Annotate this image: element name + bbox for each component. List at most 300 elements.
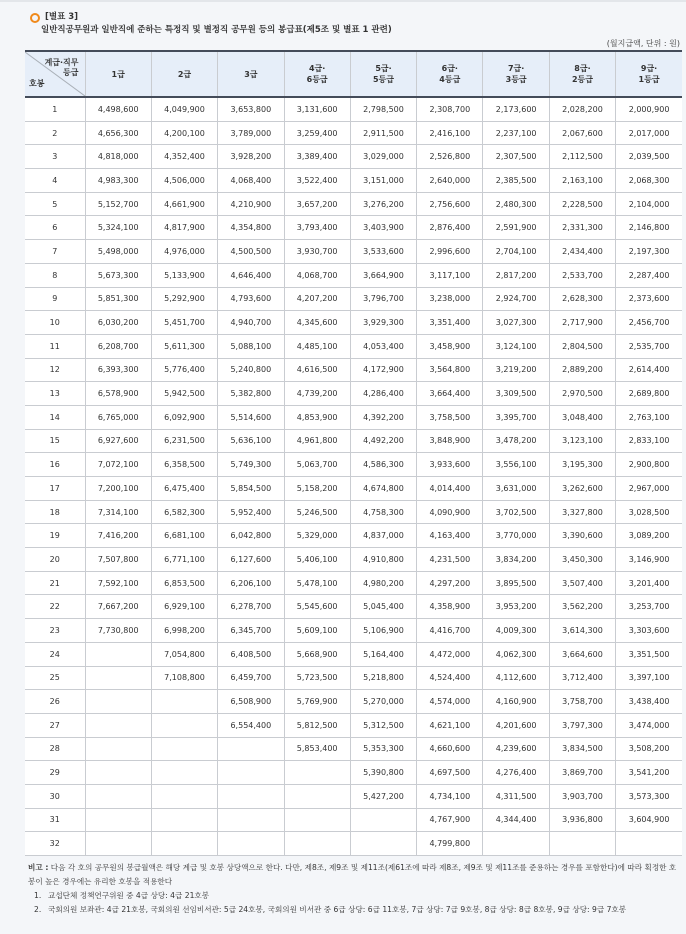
column-header xyxy=(85,51,151,97)
salary-cell: 2,804,500 xyxy=(549,334,615,358)
salary-cell xyxy=(85,690,151,714)
salary-cell: 2,000,900 xyxy=(616,97,682,121)
salary-cell: 3,903,700 xyxy=(549,784,615,808)
salary-cell: 5,427,200 xyxy=(350,784,416,808)
salary-cell: 6,092,900 xyxy=(151,405,217,429)
salary-cell: 4,660,600 xyxy=(417,737,483,761)
salary-cell xyxy=(284,761,350,785)
salary-cell: 2,028,200 xyxy=(549,97,615,121)
salary-cell: 3,131,600 xyxy=(284,97,350,121)
salary-cell: 4,160,900 xyxy=(483,690,549,714)
salary-cell: 5,451,700 xyxy=(151,311,217,335)
salary-cell xyxy=(151,808,217,832)
table-row xyxy=(25,405,682,429)
salary-cell: 2,798,500 xyxy=(350,97,416,121)
salary-cell: 4,112,600 xyxy=(483,666,549,690)
salary-cell: 2,967,000 xyxy=(616,477,682,501)
salary-cell: 7,108,800 xyxy=(151,666,217,690)
salary-cell: 4,297,200 xyxy=(417,571,483,595)
salary-cell: 5,088,100 xyxy=(218,334,284,358)
table-row xyxy=(25,524,682,548)
table-row xyxy=(25,500,682,524)
salary-cell: 3,262,600 xyxy=(549,477,615,501)
step-cell: 21 xyxy=(25,571,85,595)
salary-cell xyxy=(284,808,350,832)
salary-cell xyxy=(151,761,217,785)
salary-cell: 7,072,100 xyxy=(85,453,151,477)
salary-cell: 2,900,800 xyxy=(616,453,682,477)
salary-cell: 2,970,500 xyxy=(549,382,615,406)
salary-cell: 4,068,700 xyxy=(284,263,350,287)
salary-cell: 4,739,200 xyxy=(284,382,350,406)
salary-cell: 2,756,600 xyxy=(417,192,483,216)
step-cell: 32 xyxy=(25,832,85,856)
salary-cell: 3,259,400 xyxy=(284,121,350,145)
salary-cell: 6,358,500 xyxy=(151,453,217,477)
salary-cell: 6,771,100 xyxy=(151,548,217,572)
salary-cell xyxy=(151,737,217,761)
table-row xyxy=(25,808,682,832)
salary-cell: 2,924,700 xyxy=(483,287,549,311)
salary-cell: 5,045,400 xyxy=(350,595,416,619)
salary-cell: 5,063,700 xyxy=(284,453,350,477)
salary-cell: 2,173,600 xyxy=(483,97,549,121)
salary-cell: 2,434,400 xyxy=(549,240,615,264)
salary-cell xyxy=(85,761,151,785)
salary-cell: 3,089,200 xyxy=(616,524,682,548)
salary-cell: 3,573,300 xyxy=(616,784,682,808)
salary-cell: 3,351,500 xyxy=(616,642,682,666)
salary-cell: 2,331,300 xyxy=(549,216,615,240)
salary-cell xyxy=(151,784,217,808)
salary-cell: 6,206,100 xyxy=(218,571,284,595)
remarks-item-text: 국회의원 보좌관: 4급 21호봉, 국회의원 선임비서관: 5급 24호봉, 국회의원 비서관 중 6급 상당: 6급 11호봉, 7급 상당: 7급 9호봉, 8급 상당: 8급 8호봉, 9급 상당: 9급 7호봉 xyxy=(48,905,627,914)
salary-cell: 3,562,200 xyxy=(549,595,615,619)
salary-cell: 4,210,900 xyxy=(218,192,284,216)
salary-cell: 3,702,500 xyxy=(483,500,549,524)
salary-cell: 7,416,200 xyxy=(85,524,151,548)
table-row xyxy=(25,571,682,595)
salary-cell: 3,664,600 xyxy=(549,642,615,666)
salary-cell: 2,373,600 xyxy=(616,287,682,311)
salary-cell: 2,535,700 xyxy=(616,334,682,358)
salary-cell: 7,667,200 xyxy=(85,595,151,619)
salary-cell: 6,393,300 xyxy=(85,358,151,382)
step-cell: 11 xyxy=(25,334,85,358)
corner-header xyxy=(25,51,85,97)
salary-cell: 2,717,900 xyxy=(549,311,615,335)
salary-cell: 4,485,100 xyxy=(284,334,350,358)
salary-cell: 4,506,000 xyxy=(151,169,217,193)
table-title: 일반직공무원과 일반직에 준하는 특정직 및 별정직 공무원 등의 봉급표(제5조 및 별표 1 관련) xyxy=(41,25,392,35)
salary-cell: 2,533,700 xyxy=(549,263,615,287)
salary-cell: 5,498,000 xyxy=(85,240,151,264)
salary-cell: 2,146,800 xyxy=(616,216,682,240)
column-header-line1: 7급· xyxy=(507,64,525,73)
salary-cell: 6,582,300 xyxy=(151,500,217,524)
salary-cell: 4,661,900 xyxy=(151,192,217,216)
salary-cell: 2,237,100 xyxy=(483,121,549,145)
salary-cell: 2,996,600 xyxy=(417,240,483,264)
salary-cell: 2,017,000 xyxy=(616,121,682,145)
salary-cell: 3,474,000 xyxy=(616,713,682,737)
table-row xyxy=(25,713,682,737)
table-row xyxy=(25,690,682,714)
salary-cell: 2,416,100 xyxy=(417,121,483,145)
salary-cell: 4,976,000 xyxy=(151,240,217,264)
column-header xyxy=(549,51,615,97)
remarks-main xyxy=(28,861,678,889)
salary-cell: 7,507,800 xyxy=(85,548,151,572)
salary-cell: 2,911,500 xyxy=(350,121,416,145)
salary-cell xyxy=(218,832,284,856)
salary-cell: 3,029,000 xyxy=(350,145,416,169)
column-header-line2: 3등급 xyxy=(505,75,527,84)
salary-cell: 3,507,400 xyxy=(549,571,615,595)
salary-cell: 5,240,800 xyxy=(218,358,284,382)
salary-cell: 4,524,400 xyxy=(417,666,483,690)
salary-cell: 5,749,300 xyxy=(218,453,284,477)
salary-cell: 3,848,900 xyxy=(417,429,483,453)
salary-cell: 3,758,500 xyxy=(417,405,483,429)
table-row xyxy=(25,145,682,169)
salary-cell: 4,817,900 xyxy=(151,216,217,240)
salary-cell: 4,472,000 xyxy=(417,642,483,666)
column-header-line1: 3급 xyxy=(244,69,258,79)
appendix-label: [별표 3] xyxy=(45,12,79,22)
salary-cell xyxy=(284,784,350,808)
step-cell: 17 xyxy=(25,477,85,501)
salary-cell: 4,656,300 xyxy=(85,121,151,145)
salary-cell: 5,106,900 xyxy=(350,619,416,643)
salary-cell: 4,009,300 xyxy=(483,619,549,643)
salary-cell: 4,276,400 xyxy=(483,761,549,785)
salary-table xyxy=(25,50,682,856)
salary-cell: 4,201,600 xyxy=(483,713,549,737)
salary-cell: 2,526,800 xyxy=(417,145,483,169)
salary-cell: 4,311,500 xyxy=(483,784,549,808)
salary-cell: 4,961,800 xyxy=(284,429,350,453)
table-row xyxy=(25,619,682,643)
corner-grade-line2: 등급 xyxy=(63,68,79,77)
column-header-line2: 4등급 xyxy=(439,75,461,84)
step-cell: 20 xyxy=(25,548,85,572)
table-row xyxy=(25,453,682,477)
salary-cell: 5,851,300 xyxy=(85,287,151,311)
column-header-line2: 5등급 xyxy=(372,75,394,84)
salary-cell: 3,123,100 xyxy=(549,429,615,453)
table-row xyxy=(25,216,682,240)
salary-cell: 3,028,500 xyxy=(616,500,682,524)
salary-cell: 4,940,700 xyxy=(218,311,284,335)
salary-cell: 4,586,300 xyxy=(350,453,416,477)
salary-cell: 3,653,800 xyxy=(218,97,284,121)
salary-cell: 3,770,000 xyxy=(483,524,549,548)
salary-cell: 4,621,100 xyxy=(417,713,483,737)
salary-cell: 6,030,200 xyxy=(85,311,151,335)
salary-cell xyxy=(85,737,151,761)
salary-cell: 2,287,400 xyxy=(616,263,682,287)
salary-cell xyxy=(151,690,217,714)
salary-cell xyxy=(85,784,151,808)
salary-cell: 2,640,000 xyxy=(417,169,483,193)
salary-cell: 6,853,500 xyxy=(151,571,217,595)
salary-cell: 4,983,300 xyxy=(85,169,151,193)
table-row xyxy=(25,832,682,856)
salary-cell: 3,796,700 xyxy=(350,287,416,311)
top-divider xyxy=(0,0,686,2)
salary-cell: 4,172,900 xyxy=(350,358,416,382)
salary-cell: 3,556,100 xyxy=(483,453,549,477)
salary-cell: 3,631,000 xyxy=(483,477,549,501)
salary-cell xyxy=(549,832,615,856)
table-row xyxy=(25,784,682,808)
column-header xyxy=(284,51,350,97)
salary-cell: 6,929,100 xyxy=(151,595,217,619)
step-cell: 30 xyxy=(25,784,85,808)
salary-cell: 2,763,100 xyxy=(616,405,682,429)
salary-cell: 3,309,500 xyxy=(483,382,549,406)
step-cell: 5 xyxy=(25,192,85,216)
salary-cell: 3,048,400 xyxy=(549,405,615,429)
column-header-line1: 1급 xyxy=(111,69,125,79)
salary-cell: 2,876,400 xyxy=(417,216,483,240)
salary-cell: 5,133,900 xyxy=(151,263,217,287)
column-header xyxy=(151,51,217,97)
salary-cell: 5,942,500 xyxy=(151,382,217,406)
salary-cell: 3,389,400 xyxy=(284,145,350,169)
salary-cell: 6,578,900 xyxy=(85,382,151,406)
step-cell: 26 xyxy=(25,690,85,714)
remarks-item-number: 1. xyxy=(34,891,42,900)
salary-cell: 3,933,600 xyxy=(417,453,483,477)
salary-cell: 3,397,100 xyxy=(616,666,682,690)
column-header-line2: 6등급 xyxy=(306,75,328,84)
salary-cell: 5,853,400 xyxy=(284,737,350,761)
step-cell: 24 xyxy=(25,642,85,666)
salary-cell: 3,027,300 xyxy=(483,311,549,335)
remarks-item xyxy=(28,889,678,903)
column-header-line1: 4급· xyxy=(308,64,326,73)
salary-cell: 4,697,500 xyxy=(417,761,483,785)
table-row xyxy=(25,761,682,785)
table-row xyxy=(25,595,682,619)
salary-cell: 4,392,200 xyxy=(350,405,416,429)
salary-cell: 2,480,300 xyxy=(483,192,549,216)
salary-cell: 3,936,800 xyxy=(549,808,615,832)
column-header-line1: 9급· xyxy=(640,64,658,73)
salary-cell: 5,246,500 xyxy=(284,500,350,524)
step-cell: 25 xyxy=(25,666,85,690)
salary-cell: 3,664,400 xyxy=(417,382,483,406)
salary-cell: 4,345,600 xyxy=(284,311,350,335)
salary-cell: 2,385,500 xyxy=(483,169,549,193)
remarks-text: 다음 각 호의 공무원의 봉급월액은 해당 계급 및 호봉 상당액으로 한다. 다만, 제8조, 제9조 및 제11조(제61조에 따라 제8조, 제9조 및 제11조를 준용하는 경우를 포함한다)에 따라 획정한 호봉이 높은 경우에는 유리한 호봉을 적용한다 xyxy=(28,863,677,886)
step-cell: 15 xyxy=(25,429,85,453)
salary-cell: 5,382,800 xyxy=(218,382,284,406)
salary-cell: 5,636,100 xyxy=(218,429,284,453)
salary-table-body xyxy=(25,97,682,856)
salary-cell: 7,054,800 xyxy=(151,642,217,666)
salary-cell: 3,712,400 xyxy=(549,666,615,690)
salary-cell: 2,456,700 xyxy=(616,311,682,335)
salary-cell: 4,853,900 xyxy=(284,405,350,429)
salary-cell: 4,053,400 xyxy=(350,334,416,358)
remarks xyxy=(28,861,678,917)
salary-cell: 5,329,000 xyxy=(284,524,350,548)
step-cell: 3 xyxy=(25,145,85,169)
table-row xyxy=(25,169,682,193)
salary-cell: 4,200,100 xyxy=(151,121,217,145)
salary-cell: 4,500,500 xyxy=(218,240,284,264)
salary-cell xyxy=(284,832,350,856)
salary-cell: 3,793,400 xyxy=(284,216,350,240)
salary-cell: 4,910,800 xyxy=(350,548,416,572)
appendix-label-row xyxy=(31,11,392,24)
table-row xyxy=(25,311,682,335)
table-row xyxy=(25,642,682,666)
salary-cell xyxy=(85,642,151,666)
salary-cell: 2,163,100 xyxy=(549,169,615,193)
salary-cell: 7,200,100 xyxy=(85,477,151,501)
salary-cell: 2,591,900 xyxy=(483,216,549,240)
step-cell: 13 xyxy=(25,382,85,406)
salary-cell: 2,614,400 xyxy=(616,358,682,382)
salary-cell: 3,351,400 xyxy=(417,311,483,335)
unit-note: (월지급액, 단위 : 원) xyxy=(606,39,680,48)
salary-cell: 5,406,100 xyxy=(284,548,350,572)
step-cell: 14 xyxy=(25,405,85,429)
salary-cell: 3,834,200 xyxy=(483,548,549,572)
salary-cell xyxy=(350,808,416,832)
step-cell: 22 xyxy=(25,595,85,619)
salary-cell: 3,151,000 xyxy=(350,169,416,193)
salary-cell: 5,812,500 xyxy=(284,713,350,737)
salary-cell: 3,869,700 xyxy=(549,761,615,785)
salary-cell: 3,508,200 xyxy=(616,737,682,761)
column-header-line1: 5급· xyxy=(375,64,392,73)
salary-cell: 4,163,400 xyxy=(417,524,483,548)
salary-cell: 3,146,900 xyxy=(616,548,682,572)
salary-cell: 5,952,400 xyxy=(218,500,284,524)
salary-cell: 2,689,800 xyxy=(616,382,682,406)
corner-grade-label xyxy=(45,58,79,78)
salary-cell: 5,353,300 xyxy=(350,737,416,761)
salary-cell: 6,042,800 xyxy=(218,524,284,548)
salary-cell: 4,207,200 xyxy=(284,287,350,311)
salary-cell: 5,390,800 xyxy=(350,761,416,785)
column-header-line2: 1등급 xyxy=(638,75,660,84)
remarks-label: 비고 : xyxy=(28,863,49,872)
salary-cell: 3,458,900 xyxy=(417,334,483,358)
table-row xyxy=(25,358,682,382)
salary-cell: 5,270,000 xyxy=(350,690,416,714)
salary-cell: 5,292,900 xyxy=(151,287,217,311)
table-row xyxy=(25,666,682,690)
column-header xyxy=(417,51,483,97)
salary-cell: 3,928,200 xyxy=(218,145,284,169)
salary-cell: 2,308,700 xyxy=(417,97,483,121)
salary-cell: 4,574,000 xyxy=(417,690,483,714)
salary-cell: 5,164,400 xyxy=(350,642,416,666)
remarks-item-number: 2. xyxy=(34,905,42,914)
salary-cell: 4,818,000 xyxy=(85,145,151,169)
salary-cell: 7,314,100 xyxy=(85,500,151,524)
salary-cell: 6,278,700 xyxy=(218,595,284,619)
salary-cell: 4,231,500 xyxy=(417,548,483,572)
salary-cell: 5,324,100 xyxy=(85,216,151,240)
salary-cell: 3,390,600 xyxy=(549,524,615,548)
salary-cell: 5,152,700 xyxy=(85,192,151,216)
table-row xyxy=(25,334,682,358)
salary-cell: 3,238,000 xyxy=(417,287,483,311)
salary-cell: 3,117,100 xyxy=(417,263,483,287)
salary-cell: 6,765,000 xyxy=(85,405,151,429)
salary-cell: 5,158,200 xyxy=(284,477,350,501)
salary-cell: 7,730,800 xyxy=(85,619,151,643)
salary-cell: 3,395,700 xyxy=(483,405,549,429)
salary-cell: 2,104,000 xyxy=(616,192,682,216)
step-cell: 10 xyxy=(25,311,85,335)
salary-cell: 3,201,400 xyxy=(616,571,682,595)
salary-cell: 5,723,500 xyxy=(284,666,350,690)
step-cell: 23 xyxy=(25,619,85,643)
salary-cell: 4,674,800 xyxy=(350,477,416,501)
salary-cell: 3,253,700 xyxy=(616,595,682,619)
salary-cell: 4,014,400 xyxy=(417,477,483,501)
salary-cell: 5,854,500 xyxy=(218,477,284,501)
step-cell: 2 xyxy=(25,121,85,145)
salary-cell: 3,614,300 xyxy=(549,619,615,643)
salary-cell: 5,312,500 xyxy=(350,713,416,737)
header-row xyxy=(25,51,682,97)
salary-cell: 2,039,500 xyxy=(616,145,682,169)
table-row xyxy=(25,240,682,264)
salary-cell: 6,475,400 xyxy=(151,477,217,501)
salary-cell: 6,127,600 xyxy=(218,548,284,572)
salary-cell: 4,498,600 xyxy=(85,97,151,121)
salary-cell: 2,067,600 xyxy=(549,121,615,145)
column-header-line1: 8급· xyxy=(574,64,591,73)
salary-cell: 5,545,600 xyxy=(284,595,350,619)
salary-cell: 3,533,600 xyxy=(350,240,416,264)
salary-cell: 4,646,400 xyxy=(218,263,284,287)
column-header-line1: 2급 xyxy=(177,69,192,79)
step-cell: 16 xyxy=(25,453,85,477)
salary-cell: 2,197,300 xyxy=(616,240,682,264)
salary-cell: 3,797,300 xyxy=(549,713,615,737)
step-cell: 6 xyxy=(25,216,85,240)
salary-cell: 6,998,200 xyxy=(151,619,217,643)
salary-cell: 6,554,400 xyxy=(218,713,284,737)
step-cell: 31 xyxy=(25,808,85,832)
table-heading xyxy=(31,11,392,37)
salary-cell: 5,668,900 xyxy=(284,642,350,666)
salary-cell: 3,195,300 xyxy=(549,453,615,477)
salary-cell: 3,438,400 xyxy=(616,690,682,714)
salary-cell: 3,219,200 xyxy=(483,358,549,382)
salary-cell: 4,062,300 xyxy=(483,642,549,666)
table-row xyxy=(25,477,682,501)
table-row xyxy=(25,429,682,453)
table-row xyxy=(25,192,682,216)
table-row xyxy=(25,263,682,287)
salary-cell: 3,834,500 xyxy=(549,737,615,761)
salary-cell: 4,090,900 xyxy=(417,500,483,524)
step-cell: 18 xyxy=(25,500,85,524)
salary-cell: 6,231,500 xyxy=(151,429,217,453)
salary-cell: 6,345,700 xyxy=(218,619,284,643)
